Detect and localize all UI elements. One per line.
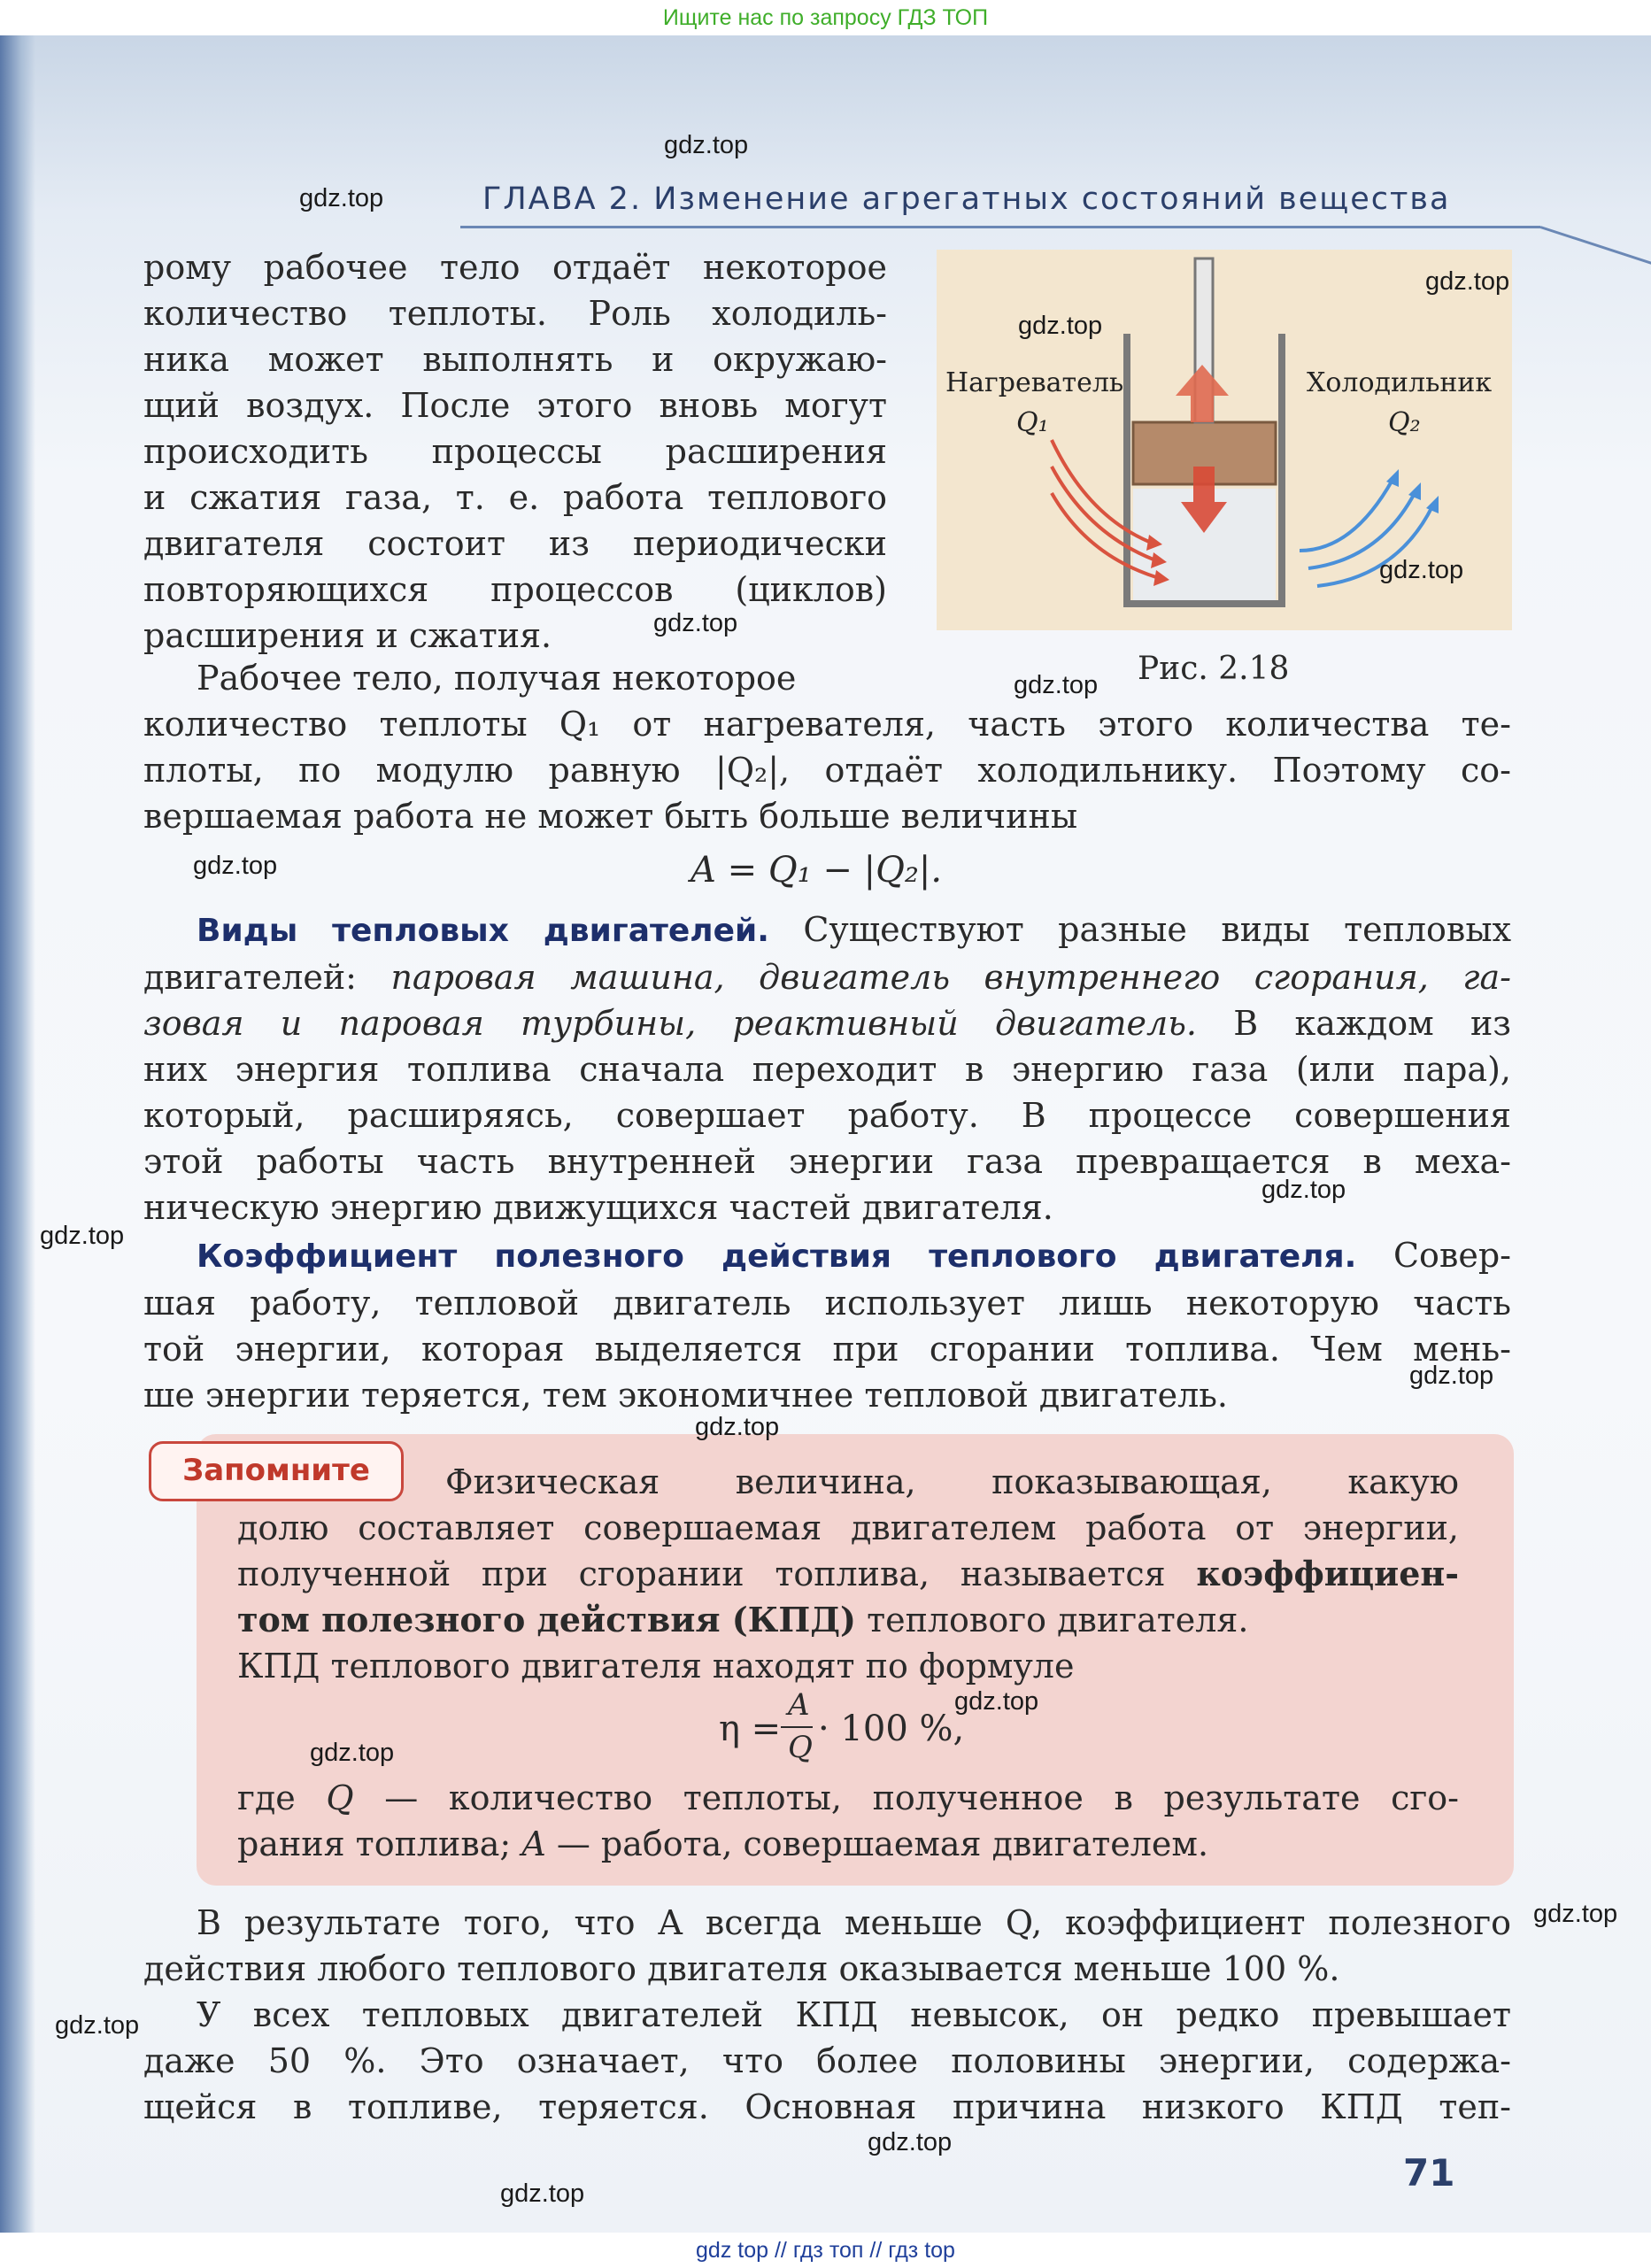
paragraph-low-efficiency: [143, 1992, 1511, 2130]
watermark: gdz.top: [40, 1222, 125, 1250]
text-fragment: Существуют разные виды тепловых: [768, 910, 1511, 949]
paragraph-working-body: [143, 655, 1511, 839]
text-line: [143, 1232, 1511, 1280]
text-line: повторяющихся процессов (циклов): [143, 570, 887, 609]
section-heading: Коэффициент полезного действия теплового двигателя.: [197, 1238, 1357, 1275]
text-fragment: — работа, совершаемая двигателем.: [545, 1824, 1209, 1863]
text-line: щий воздух. После этого вновь могут: [143, 386, 887, 425]
formula-numerator: A: [788, 1687, 810, 1723]
top-banner[interactable]: Ищите нас по запросу ГДЗ ТОП: [0, 0, 1651, 35]
text-fragment: теплового двигателя.: [856, 1601, 1249, 1639]
text-fragment: двигателей:: [143, 958, 391, 997]
watermark: gdz.top: [1261, 1176, 1346, 1204]
text-line: рому рабочее тело отдаёт некоторое: [143, 248, 887, 287]
cooler-q-label: Q₂: [1388, 407, 1421, 438]
watermark: gdz.top: [193, 852, 278, 880]
text-line: происходить процессы расширения: [143, 432, 887, 471]
watermark: gdz.top: [55, 2011, 140, 2040]
text-line: действия любого теплового двигателя оказывается меньше 100 %.: [143, 1949, 1340, 1988]
remember-text: [237, 1459, 1459, 1689]
text-line: [143, 954, 1511, 1000]
text-line: Рабочее тело, получая некоторое: [197, 659, 797, 698]
fraction-bar: [781, 1726, 813, 1728]
watermark: gdz.top: [653, 609, 738, 637]
text-line: В результате того, что A всегда меньше Q, коэффициент полезного: [197, 1903, 1511, 1942]
remember-tab: Запомните: [149, 1441, 404, 1501]
text-line: долю составляет совершаемая двигателем работа от энергии,: [237, 1508, 1459, 1547]
watermark: gdz.top: [1425, 267, 1510, 296]
text-line: ника может выполнять и окружаю-: [143, 340, 887, 379]
page-number: 71: [1403, 2151, 1455, 2195]
watermark: gdz.top: [1014, 671, 1099, 699]
text-line: У всех тепловых двигателей КПД невысок, он редко превышает: [197, 1995, 1511, 2034]
text-line: КПД теплового двигателя находят по формуле: [237, 1647, 1075, 1686]
text-line: который, расширяясь, совершает работу. В процессе совершения: [143, 1096, 1511, 1135]
paragraph-result: [143, 1900, 1511, 1992]
text-line: количество теплоты. Роль холодиль-: [143, 294, 887, 333]
text-line: шая работу, тепловой двигатель использует лишь некоторую часть: [143, 1284, 1511, 1323]
watermark: gdz.top: [954, 1687, 1039, 1716]
text-line: плоты, по модулю равную |Q₂|, отдаёт холодильнику. Поэтому со-: [143, 751, 1511, 790]
text-line: и сжатия газа, т. е. работа теплового: [143, 478, 887, 517]
text-line: вершаемая работа не может быть больше величины: [143, 797, 1078, 836]
watermark: gdz.top: [695, 1413, 780, 1441]
text-line: двигателя состоит из периодически: [143, 524, 887, 563]
text-line: количество теплоты Q₁ от нагревателя, часть этого количества те-: [143, 705, 1511, 744]
text-line: Физическая величина, показывающая, какую: [445, 1462, 1459, 1501]
text-line: той энергии, которая выделяется при сгорании топлива. Чем мень-: [143, 1330, 1511, 1369]
watermark: gdz.top: [299, 184, 384, 212]
text-line: расширения и сжатия.: [143, 616, 552, 655]
text-line: этой работы часть внутренней энергии газа превращается в меха-: [143, 1142, 1511, 1181]
heater-label: Нагреватель: [945, 367, 1124, 398]
text-fragment: Q: [326, 1778, 354, 1817]
bottom-banner[interactable]: gdz top // гдз топ // гдз top: [0, 2233, 1651, 2268]
watermark: gdz.top: [310, 1739, 395, 1767]
text-fragment: В каждом из: [1197, 1004, 1511, 1043]
page-edge-decoration: [0, 35, 35, 2233]
text-line: [237, 1821, 1459, 1867]
header-rule: [460, 226, 1540, 228]
text-line: ше энергии теряется, тем экономичнее тепловой двигатель.: [143, 1376, 1228, 1415]
watermark: gdz.top: [500, 2179, 585, 2208]
text-fragment: зовая и паровая турбины, реактивный двигатель.: [143, 1004, 1198, 1043]
text-line: [237, 1597, 1459, 1643]
text-fragment: Совер-: [1356, 1236, 1511, 1275]
text-fragment: A: [521, 1824, 546, 1863]
watermark: gdz.top: [1409, 1362, 1494, 1390]
watermark: gdz.top: [1533, 1900, 1618, 1928]
text-line: [143, 906, 1511, 954]
text-line: ническую энергию движущихся частей двигателя.: [143, 1188, 1053, 1227]
text-line: них энергия топлива сначала переходит в энергию газа (или пара),: [143, 1050, 1511, 1089]
section-efficiency: [143, 1232, 1511, 1418]
text-line: [143, 1000, 1511, 1046]
watermark: gdz.top: [1018, 312, 1103, 340]
text-fragment: — количество теплоты, полученное в результате сго-: [353, 1778, 1459, 1817]
formula-eta: η =: [719, 1709, 782, 1749]
chapter-header: ГЛАВА 2. Изменение агрегатных состояний вещества: [482, 181, 1451, 217]
cooler-label: Холодильник: [1307, 367, 1493, 398]
text-fragment: том полезного действия (КПД): [237, 1600, 856, 1639]
figure-caption: Рис. 2.18: [1138, 651, 1290, 687]
formula-denominator: Q: [788, 1730, 813, 1765]
watermark: gdz.top: [868, 2128, 953, 2156]
text-line: [237, 1551, 1459, 1597]
heater-q-label: Q₁: [1016, 407, 1049, 438]
watermark: gdz.top: [1379, 556, 1464, 584]
formula-tail: · 100 %,: [818, 1709, 965, 1749]
text-line: [237, 1775, 1459, 1821]
text-line: даже 50 %. Это означает, что более половины энергии, содержа-: [143, 2041, 1511, 2080]
section-heading: Виды тепловых двигателей.: [197, 913, 769, 949]
formula-work: A = Q₁ − |Q₂|.: [690, 850, 943, 891]
text-line: щейся в топливе, теряется. Основная причина низкого КПД теп-: [143, 2087, 1511, 2126]
remember-text-tail: [237, 1775, 1459, 1867]
text-fragment: паровая машина, двигатель внутреннего сгорания, га-: [390, 958, 1511, 997]
text-fragment: где: [237, 1778, 327, 1817]
text-fragment: коэффициен-: [1196, 1554, 1459, 1593]
watermark: gdz.top: [664, 131, 749, 159]
text-fragment: рания топлива;: [237, 1824, 522, 1863]
paragraph-intro: [143, 244, 887, 659]
text-fragment: полученной при сгорании топлива, называется: [237, 1554, 1197, 1593]
